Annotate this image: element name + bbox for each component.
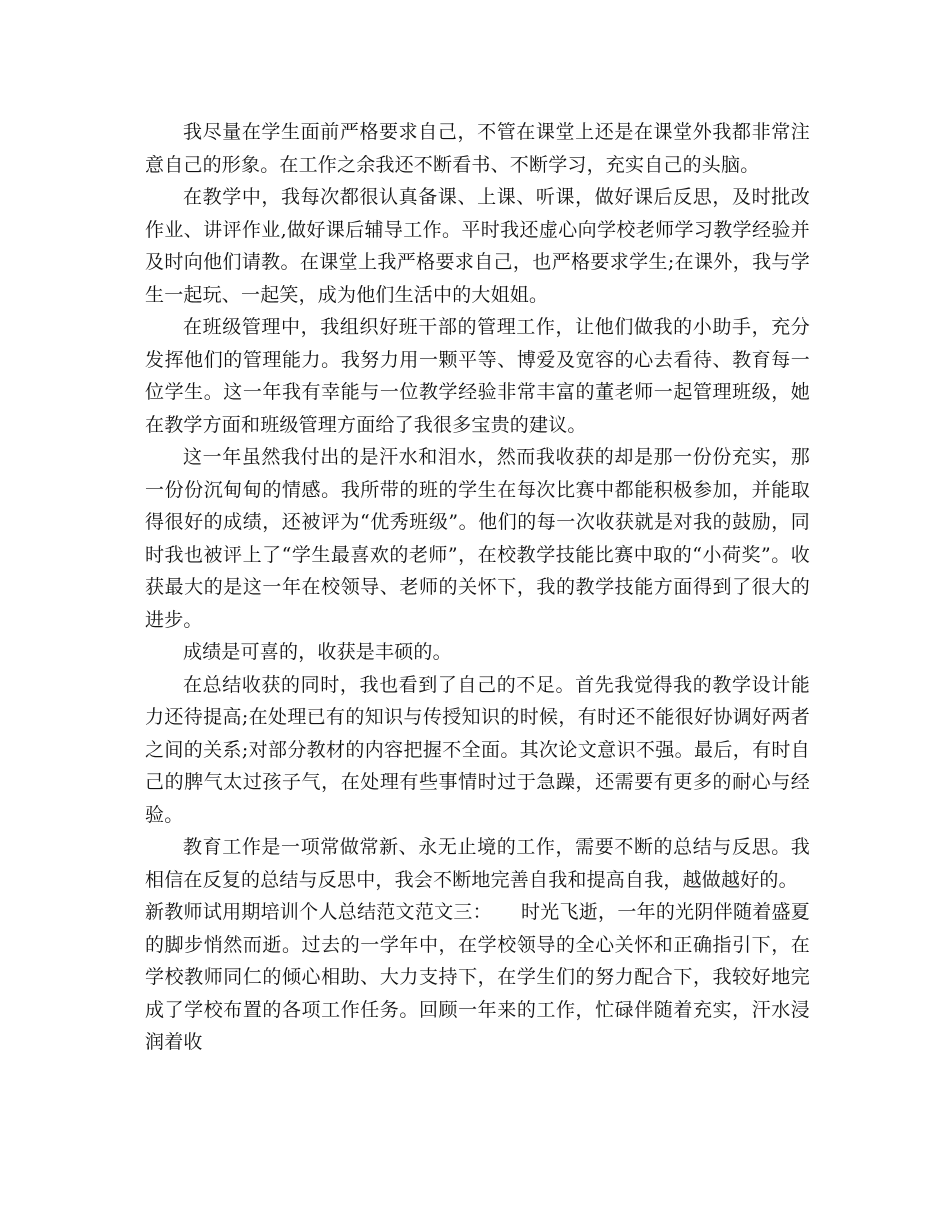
paragraph-class-management: 在班级管理中，我组织好班干部的管理工作，让他们做我的小助手，充分发挥他们的管理能力。我努力用一颗平等、博爱及宽容的心去看待、教育每一位学生。这一年我有幸能与一位教学经验非常丰富的董老师一起管理班级，她在教学方面和班级管理方面给了我很多宝贵的建议。 [145,316,810,436]
paragraph-achievement: 成绩是可喜的，收获是丰硕的。 [183,641,452,663]
document-body [145,116,810,1059]
paragraph-self-discipline: 我尽量在学生面前严格要求自己，不管在课堂上还是在课堂外我都非常注意自己的形象。在工作之余我还不断看书、不断学习，充实自己的头脑。 [145,121,810,176]
paragraph-reflection: 教育工作是一项常做常新、永无止境的工作，需要不断的总结与反思。我相信在反复的总结与反思中，我会不断地完善自我和提高自我，越做越好的。 [145,836,810,891]
paragraph-teaching: 在教学中，我每次都很认真备课、上课、听课，做好课后反思，及时批改作业、讲评作业,做好课后辅导工作。平时我还虚心向学校老师学习教学经验并及时向他们请教。在课堂上我严格要求自己，也严格要求学生;在课外，我与学生一起玩、一起笑，成为他们生活中的大姐姐。 [145,186,810,306]
paragraph-sample-three: 新教师试用期培训个人总结范文范文三： 时光飞逝，一年的光阴伴随着盛夏的脚步悄然而逝。过去的一学年中，在学校领导的全心关怀和正确指引下，在学校教师同仁的倾心相助、大力支持下，在学生们的努力配合下，我较好地完成了学校布置的各项工作任务。回顾一年来的工作，忙碌伴随着充实，汗水浸润着收 [145,901,810,1053]
paragraph-harvest: 这一年虽然我付出的是汗水和泪水，然而我收获的却是那一份份充实，那一份份沉甸甸的情感。我所带的班的学生在每次比赛中都能积极参加，并能取得很好的成绩，还被评为“优秀班级”。他们的每一次收获就是对我的鼓励，同时我也被评上了“学生最喜欢的老师”，在校教学技能比赛中取的“小荷奖”。收获最大的是这一年在校领导、老师的关怀下，我的教学技能方面得到了很大的进步。 [145,446,810,631]
paragraph-shortcomings: 在总结收获的同时，我也看到了自己的不足。首先我觉得我的教学设计能力还待提高;在处理已有的知识与传授知识的时候，有时还不能很好协调好两者之间的关系;对部分教材的内容把握不全面。其次论文意识不强。最后，有时自己的脾气太过孩子气，在处理有些事情时过于急躁，还需要有更多的耐心与经验。 [145,673,810,826]
